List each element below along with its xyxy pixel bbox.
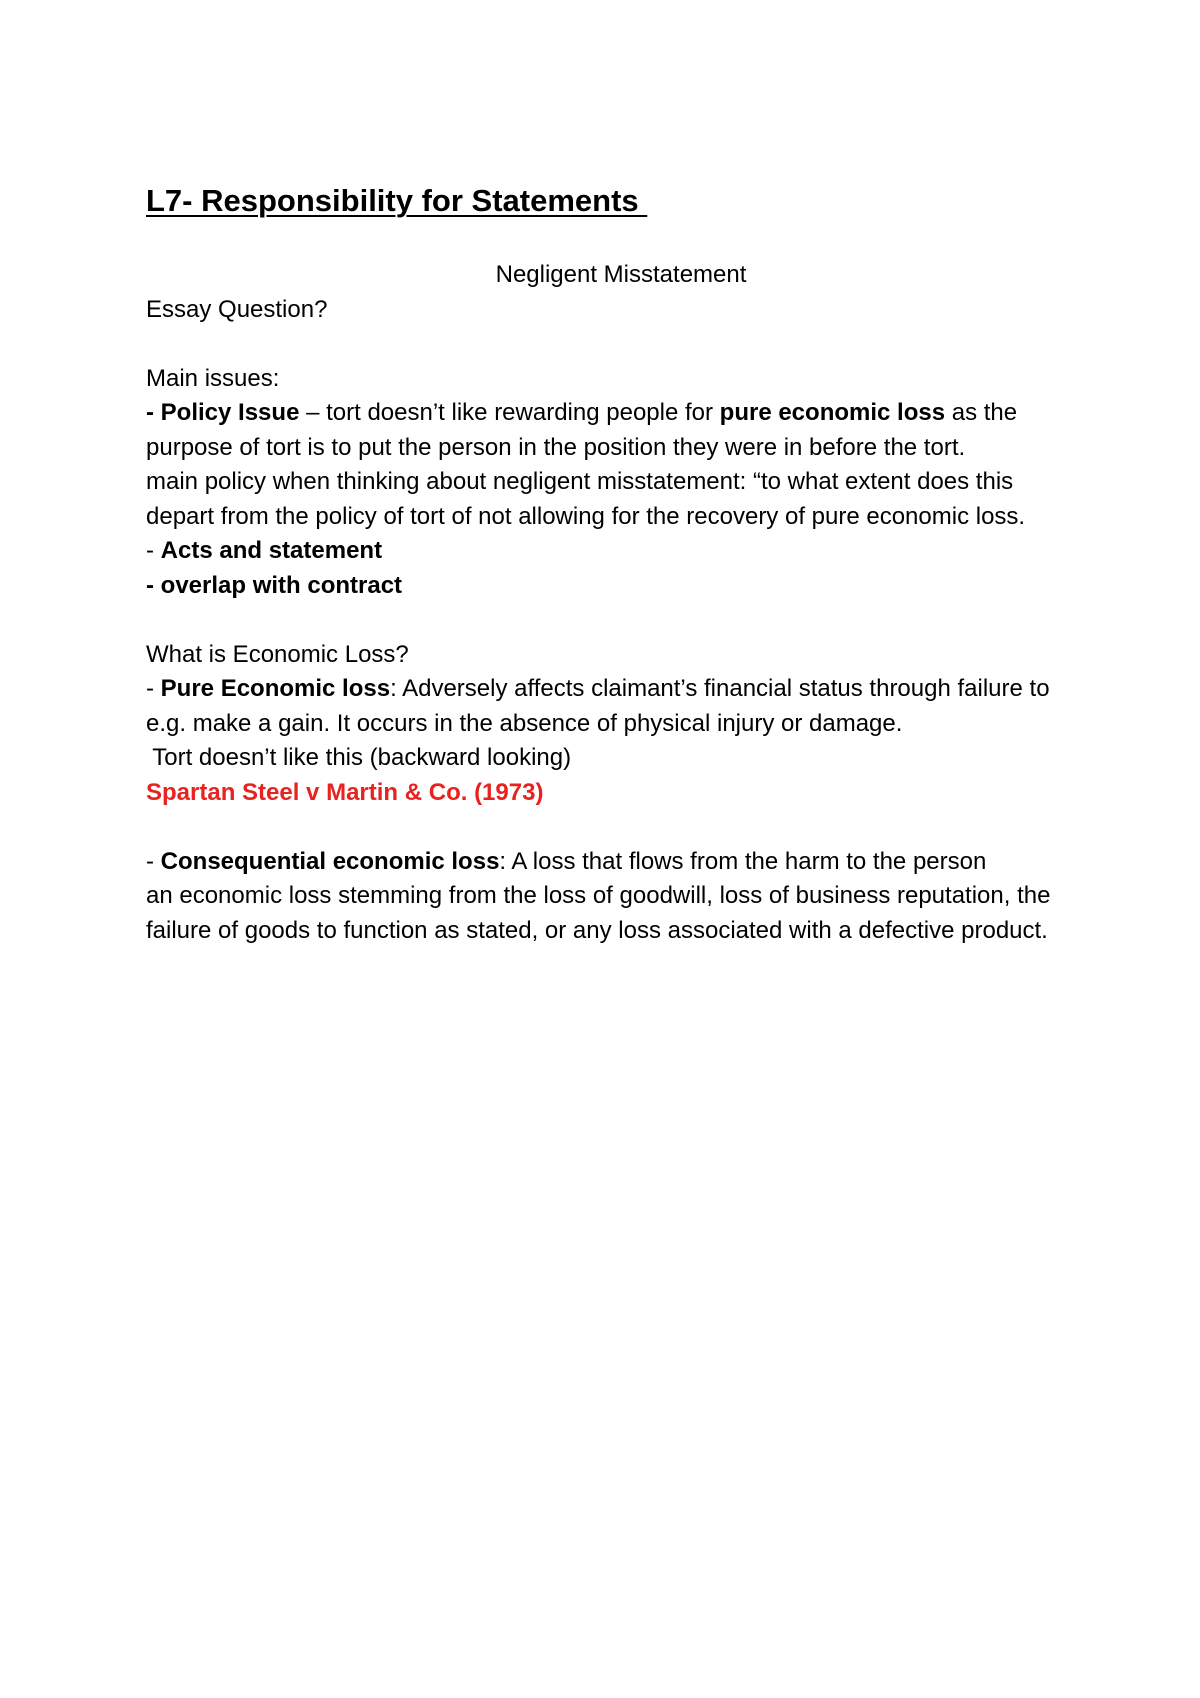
pure-loss-text: : Adversely affects claimant’s financial status through failure to e.g. make a gain. It occurs in the absence of physical injury or damage. bbox=[146, 675, 1050, 737]
consequential-loss-continuation: an economic loss stemming from the loss of goodwill, loss of business reputation, the failure of goods to function as stated, or any loss associated with a defective product. bbox=[146, 882, 1051, 944]
consequential-prefix: - bbox=[146, 847, 161, 875]
acts-item bbox=[146, 534, 1076, 569]
policy-issue-text-b: as the purpose of tort is to put the person in the position they were in before the tort. bbox=[146, 399, 1018, 461]
policy-issue-prefix: - bbox=[146, 399, 161, 426]
spacer bbox=[146, 327, 1076, 362]
pure-loss-term: Pure Economic loss bbox=[160, 675, 391, 702]
consequential-text-a: : A loss that flows from the harm to the person bbox=[499, 847, 987, 875]
document-body bbox=[146, 178, 1076, 948]
policy-issue-emphasis: pure economic loss bbox=[719, 399, 946, 426]
consequential-term: Consequential economic loss bbox=[160, 847, 500, 875]
tort-note: Tort doesn’t like this (backward looking) bbox=[146, 744, 572, 771]
overlap-item: - overlap with contract bbox=[146, 571, 403, 599]
main-issues-heading: Main issues: bbox=[146, 364, 280, 392]
consequential-loss-paragraph bbox=[146, 845, 1076, 880]
policy-issue-text-a: – tort doesn’t like rewarding people for bbox=[299, 399, 720, 426]
pure-economic-loss-paragraph bbox=[146, 672, 1076, 741]
pure-loss-prefix: - bbox=[146, 675, 161, 702]
spacer bbox=[146, 603, 1076, 638]
main-policy-paragraph: main policy when thinking about negligent misstatement: “to what extent does this depart from the policy of tort of not allowing for the recovery of pure economic loss. bbox=[146, 468, 1026, 530]
spacer bbox=[146, 810, 1076, 845]
document-title: L7- Responsibility for Statements bbox=[146, 183, 648, 218]
acts-item-prefix: - bbox=[146, 537, 161, 564]
policy-issue-paragraph bbox=[146, 396, 1076, 465]
subtitle: Negligent Misstatement bbox=[495, 261, 747, 288]
essay-question: Essay Question? bbox=[146, 295, 328, 323]
acts-item-term: Acts and statement bbox=[160, 537, 383, 564]
policy-issue-term: Policy Issue bbox=[160, 399, 300, 426]
case-citation: Spartan Steel v Martin & Co. (1973) bbox=[146, 778, 544, 806]
economic-loss-heading: What is Economic Loss? bbox=[146, 640, 409, 668]
